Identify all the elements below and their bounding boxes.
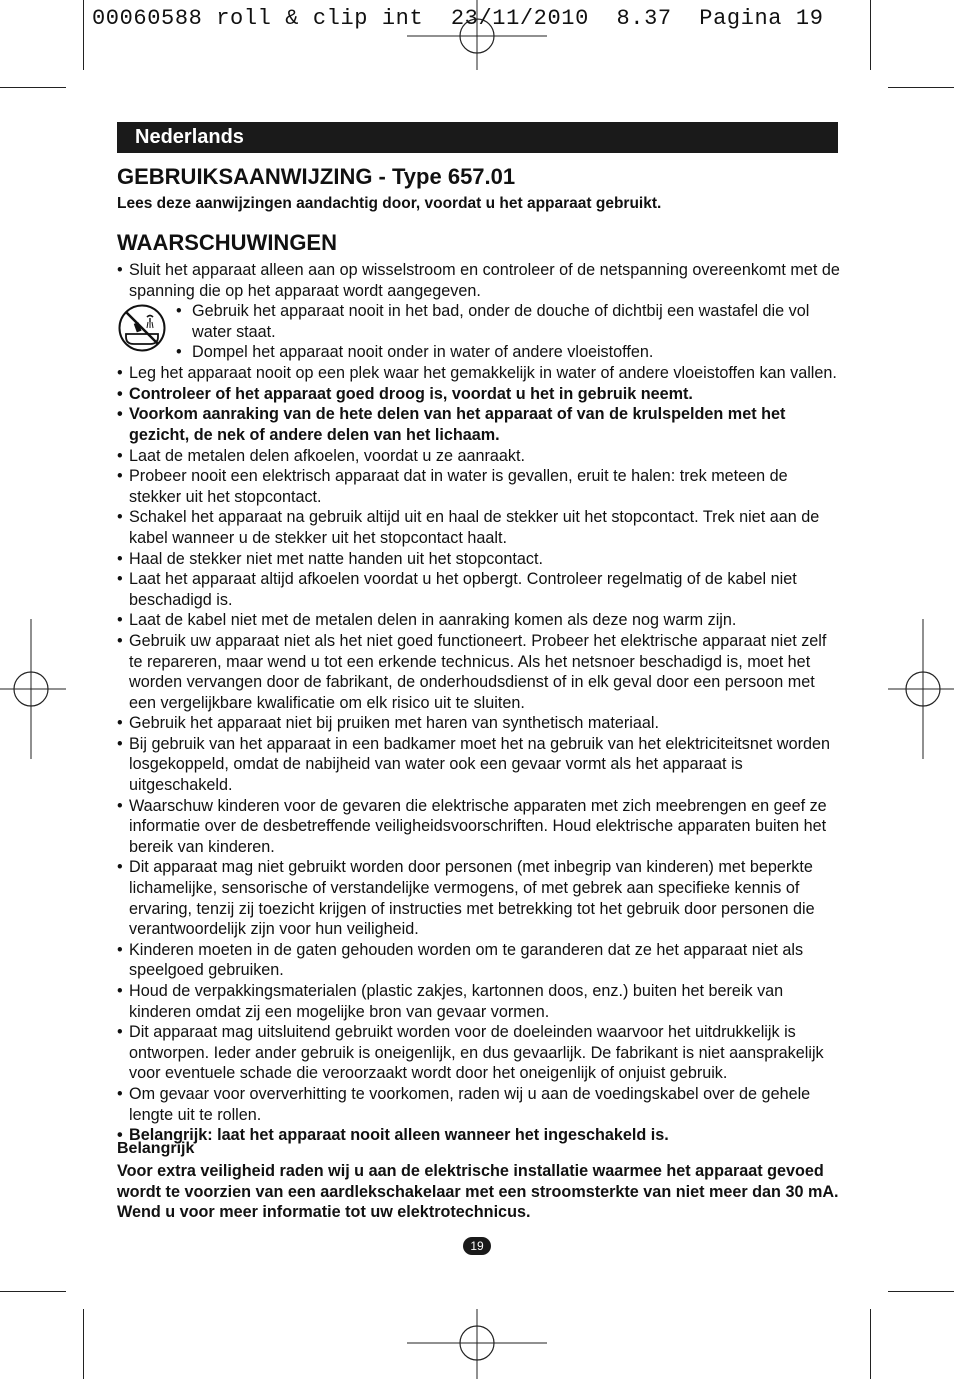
- bullet: •: [117, 1084, 123, 1103]
- bullet: •: [117, 508, 123, 527]
- bullet: •: [117, 364, 123, 383]
- bullet: •: [117, 261, 123, 279]
- document-title: GEBRUIKSAANWIJZING - Type 657.01: [117, 164, 516, 189]
- list-item: [117, 610, 842, 631]
- bullet: •: [117, 446, 123, 465]
- list-item-text: Waarschuw kinderen voor de gevaren die elektrische apparaten met zich meebrengen en geef ze informatie over de desbetreffende veiligheidsvoorschriften. Houd elektrische apparaten buiten het bereik van kinderen.: [129, 796, 827, 856]
- list-item-text: Dompel het apparaat nooit onder in water of andere vloeistoffen.: [192, 343, 654, 362]
- bullet: •: [117, 384, 123, 403]
- crop-mark: [83, 0, 84, 70]
- list-item: [176, 301, 836, 342]
- crop-mark: [0, 87, 66, 88]
- list-item-text: Gebruik uw apparaat niet als het niet goed functioneert. Probeer het elektrische apparaat niet zelf te repareren, maar wend u tot een erkende technicus. Als het netsnoer beschadigd is, moet het worden vervangen door de fabrikant, de onderhoudsdienst of in elk geval door een persoon met een vergelijkbare kwalificatie om elk risico uit te sluiten.: [129, 631, 827, 712]
- crop-mark: [870, 1309, 871, 1379]
- crop-mark: [888, 1291, 954, 1292]
- registration-mark-right: [888, 619, 954, 759]
- registration-mark-bottom: [407, 1309, 547, 1379]
- document-subtitle: Lees deze aanwijzingen aandachtig door, voordat u het apparaat gebruikt.: [117, 195, 662, 212]
- list-item: [117, 384, 842, 405]
- list-item-text: Houd de verpakkingsmaterialen (plastic zakjes, kartonnen doos, enz.) buiten het bereik van kinderen omdat zij een mogelijke bron van gevaar vormen.: [129, 982, 784, 1021]
- bullet: •: [117, 631, 123, 650]
- language-label: Nederlands: [135, 126, 244, 148]
- bullet: •: [117, 734, 123, 753]
- list-item: [117, 466, 842, 507]
- list-item-text: Controleer of het apparaat goed droog is, voordat u het in gebruik neemt.: [129, 384, 693, 403]
- bullet: •: [117, 940, 123, 959]
- list-item-text: Laat het apparaat altijd afkoelen voordat u het opbergt. Controleer regelmatig of de kabel niet beschadigd is.: [129, 570, 797, 609]
- list-item: [117, 1125, 842, 1146]
- list-item: [117, 1022, 842, 1084]
- registration-mark-left: [0, 619, 66, 759]
- list-item: [117, 507, 842, 548]
- list-item-text: Schakel het apparaat na gebruik altijd uit en haal de stekker uit het stopcontact. Trek niet aan de kabel wanneer u de stekker uit het stopcontact haalt.: [129, 508, 820, 547]
- list-item-text: Gebruik het apparaat nooit in het bad, onder de douche of dichtbij een wastafel die vol water staat.: [192, 302, 810, 341]
- crop-mark: [83, 1309, 84, 1379]
- important-heading: Belangrijk: [117, 1140, 195, 1157]
- bullet: •: [117, 714, 123, 733]
- bullet: •: [117, 467, 123, 486]
- list-item: [117, 940, 842, 981]
- list-item: [117, 981, 842, 1022]
- list-item-text: Om gevaar voor oververhitting te voorkomen, raden wij u aan de voedingskabel over de gehele lengte uit te rollen.: [129, 1084, 811, 1124]
- crop-mark: [870, 0, 871, 70]
- bullet: •: [117, 796, 123, 815]
- list-item-text: Laat de kabel niet met de metalen delen in aanraking komen als deze nog warm zijn.: [129, 611, 737, 630]
- warnings-list: [117, 260, 842, 1146]
- list-item: [117, 713, 842, 734]
- list-item: [117, 404, 842, 445]
- list-item-text: Kinderen moeten in de gaten gehouden worden om te garanderen dat ze het apparaat niet als speelgoed gebruiken.: [129, 940, 804, 980]
- list-item-text: Dit apparaat mag niet gebruikt worden door personen (met inbegrip van kinderen) met beperkte lichamelijke, sensorische of verstandelijke vermogens, of met gebrek aan specifieke kennis of ervaring, tenzij zij toezicht krijgen of instructies met betrekking tot het gebruik door personen die verantwoordelijk zijn voor hun veiligheid.: [129, 858, 815, 939]
- warnings-heading: WAARSCHUWINGEN: [117, 230, 337, 255]
- list-item-text: Haal de stekker niet met natte handen uit het stopcontact.: [129, 549, 543, 568]
- registration-mark-top: [407, 0, 547, 70]
- list-item-text: Belangrijk: laat het apparaat nooit alleen wanneer het ingeschakeld is.: [129, 1126, 669, 1145]
- list-item-text: Probeer nooit een elektrisch apparaat dat in water is gevallen, eruit te halen: trek meteen de stekker uit het stopcontact.: [129, 467, 788, 506]
- list-item: [117, 363, 842, 384]
- bullet: •: [176, 302, 182, 321]
- bullet: •: [117, 611, 123, 630]
- no-water-near-bath-icon: [117, 303, 167, 353]
- bullet: •: [117, 1126, 123, 1145]
- bullet: •: [117, 570, 123, 589]
- list-item: [117, 796, 842, 858]
- language-bar: [117, 122, 838, 153]
- list-item: [117, 446, 842, 467]
- bullet: •: [117, 1023, 123, 1042]
- bullet: •: [117, 549, 123, 568]
- bullet: •: [117, 405, 123, 424]
- bullet: •: [117, 982, 123, 1000]
- list-item-text: Sluit het apparaat alleen aan op wisselstroom en controleer of de netspanning overeenkomt met de spanning die op het apparaat wordt aangegeven.: [129, 261, 840, 300]
- print-slug: 00060588 roll & clip int 23/11/2010 8.37 Pagina 19: [92, 6, 824, 31]
- list-item-text: Gebruik het apparaat niet bij pruiken met haren van synthetisch materiaal.: [129, 714, 659, 733]
- list-item: [117, 549, 842, 570]
- list-item: [117, 857, 842, 939]
- list-item: [117, 569, 842, 610]
- bullet: •: [117, 858, 123, 877]
- icon-warning-group: [117, 301, 842, 363]
- list-item-text: Leg het apparaat nooit op een plek waar het gemakkelijk in water of andere vloeistoffen kan vallen.: [129, 364, 837, 383]
- page-number: 19: [463, 1237, 491, 1255]
- list-item: [117, 734, 842, 796]
- crop-mark: [0, 1291, 66, 1292]
- list-item-text: Voorkom aanraking van de hete delen van het apparaat of van de krulspelden met het gezicht, de nek of andere delen van het lichaam.: [129, 405, 786, 444]
- bullet: •: [176, 343, 182, 362]
- list-item: [117, 631, 842, 713]
- list-item-text: Bij gebruik van het apparaat in een badkamer moet het na gebruik van het elektriciteitsnet worden losgekoppeld, omdat de nabijheid van water ook een gevaar vormt als het apparaat is uitgeschakeld.: [129, 734, 830, 795]
- list-item-text: Dit apparaat mag uitsluitend gebruikt worden voor de doeleinden waarvoor het uitdrukkelijk is ontworpen. Ieder ander gebruik is oneigenlijk, en dus gevaarlijk. De fabrikant is niet aansprakelijk voor eventuele schade die veroorzaakt wordt door het oneigenlijk of onjuist gebruik.: [129, 1023, 824, 1083]
- list-item: [117, 1084, 842, 1125]
- list-item: [117, 260, 842, 301]
- list-item: [176, 342, 836, 363]
- list-item-text: Laat de metalen delen afkoelen, voordat u ze aanraakt.: [129, 446, 525, 465]
- important-text: Voor extra veiligheid raden wij u aan de elektrische installatie waarmee het apparaat gevoed wordt te voorzien van een aardlekschakelaar met een stroomsterkte van niet meer dan 30 mA. Wend u voor meer informatie tot uw elektrotechnicus.: [117, 1162, 839, 1222]
- crop-mark: [888, 87, 954, 88]
